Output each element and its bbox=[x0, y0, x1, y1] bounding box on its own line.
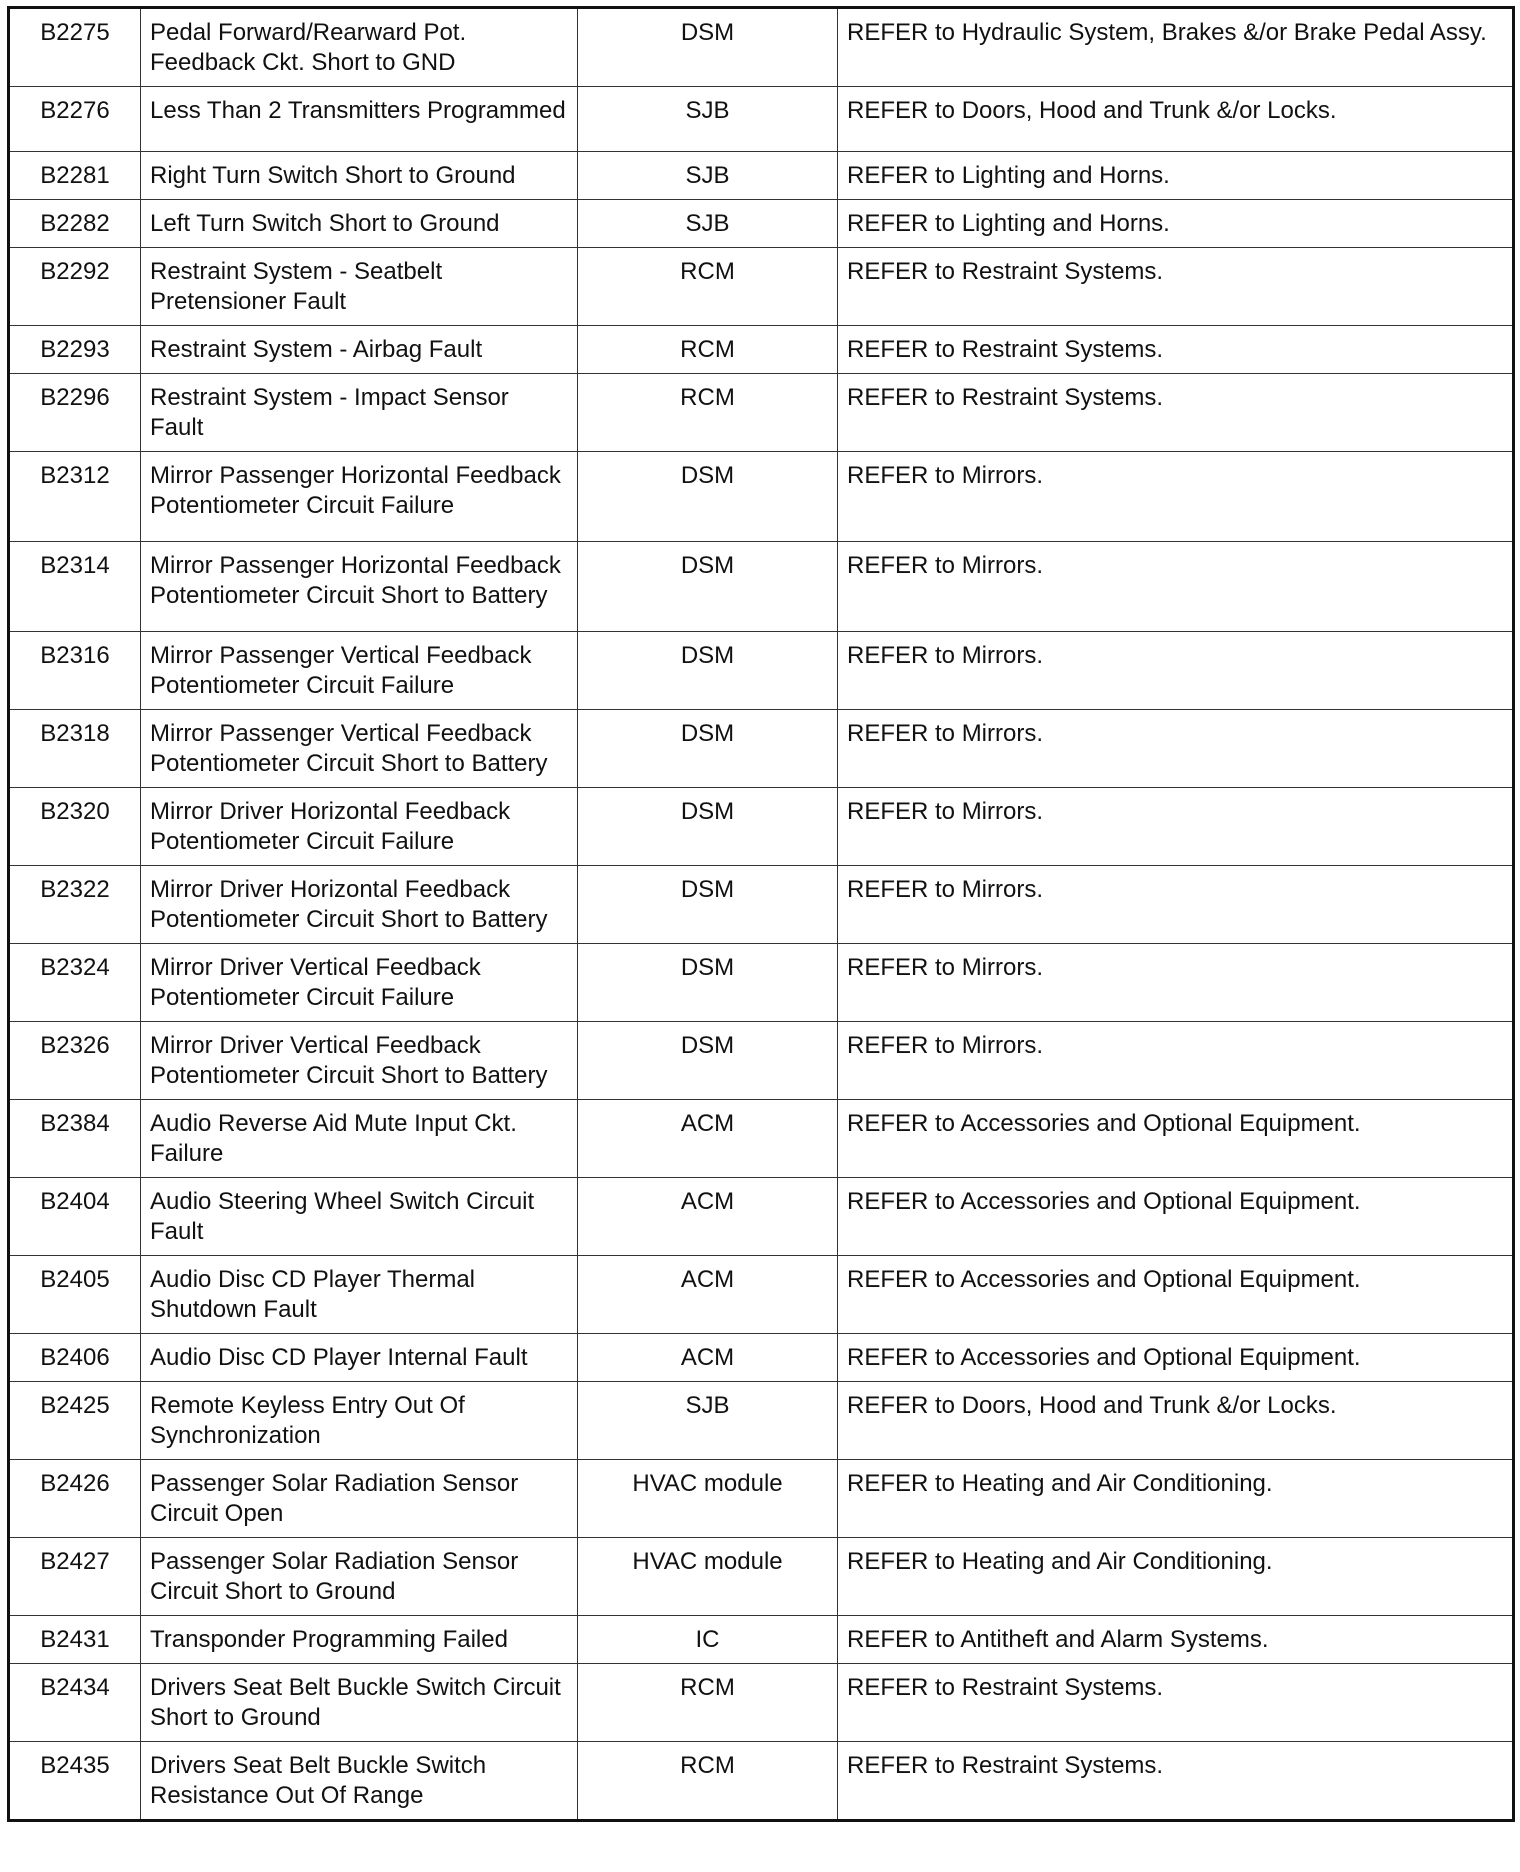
dtc-module: ACM bbox=[578, 1100, 838, 1178]
dtc-module: DSM bbox=[578, 944, 838, 1022]
dtc-module: DSM bbox=[578, 542, 838, 632]
dtc-description: Audio Steering Wheel Switch Circuit Fault bbox=[141, 1178, 578, 1256]
dtc-description: Restraint System - Impact Sensor Fault bbox=[141, 374, 578, 452]
dtc-module: RCM bbox=[578, 326, 838, 374]
table-row bbox=[9, 1664, 1514, 1742]
dtc-module: HVAC module bbox=[578, 1460, 838, 1538]
dtc-module: RCM bbox=[578, 1664, 838, 1742]
dtc-description: Mirror Passenger Horizontal Feedback Potentiometer Circuit Short to Battery bbox=[141, 542, 578, 632]
dtc-description: Pedal Forward/Rearward Pot. Feedback Ckt. Short to GND bbox=[141, 8, 578, 87]
table-row bbox=[9, 1178, 1514, 1256]
dtc-module: ACM bbox=[578, 1178, 838, 1256]
table-row bbox=[9, 326, 1514, 374]
dtc-description: Audio Disc CD Player Internal Fault bbox=[141, 1334, 578, 1382]
dtc-action: REFER to Heating and Air Conditioning. bbox=[838, 1460, 1514, 1538]
table-row bbox=[9, 1382, 1514, 1460]
table-row bbox=[9, 1256, 1514, 1334]
dtc-action: REFER to Lighting and Horns. bbox=[838, 152, 1514, 200]
dtc-action: REFER to Antitheft and Alarm Systems. bbox=[838, 1616, 1514, 1664]
dtc-action: REFER to Lighting and Horns. bbox=[838, 200, 1514, 248]
dtc-description: Drivers Seat Belt Buckle Switch Circuit Short to Ground bbox=[141, 1664, 578, 1742]
dtc-description: Transponder Programming Failed bbox=[141, 1616, 578, 1664]
dtc-code: B2292 bbox=[9, 248, 141, 326]
table-row bbox=[9, 1100, 1514, 1178]
table-row bbox=[9, 866, 1514, 944]
dtc-module: HVAC module bbox=[578, 1538, 838, 1616]
dtc-action: REFER to Mirrors. bbox=[838, 788, 1514, 866]
dtc-code: B2326 bbox=[9, 1022, 141, 1100]
dtc-description: Passenger Solar Radiation Sensor Circuit Open bbox=[141, 1460, 578, 1538]
dtc-action: REFER to Restraint Systems. bbox=[838, 326, 1514, 374]
dtc-code: B2324 bbox=[9, 944, 141, 1022]
table-row bbox=[9, 1616, 1514, 1664]
table-row bbox=[9, 8, 1514, 87]
dtc-action: REFER to Accessories and Optional Equipment. bbox=[838, 1334, 1514, 1382]
dtc-description: Mirror Driver Vertical Feedback Potentiometer Circuit Failure bbox=[141, 944, 578, 1022]
dtc-code: B2275 bbox=[9, 8, 141, 87]
dtc-action: REFER to Restraint Systems. bbox=[838, 1742, 1514, 1821]
dtc-action: REFER to Accessories and Optional Equipment. bbox=[838, 1100, 1514, 1178]
dtc-action: REFER to Restraint Systems. bbox=[838, 1664, 1514, 1742]
dtc-action: REFER to Mirrors. bbox=[838, 542, 1514, 632]
dtc-code: B2431 bbox=[9, 1616, 141, 1664]
dtc-module: SJB bbox=[578, 200, 838, 248]
table-row bbox=[9, 452, 1514, 542]
dtc-action: REFER to Mirrors. bbox=[838, 866, 1514, 944]
dtc-code: B2316 bbox=[9, 632, 141, 710]
table-row bbox=[9, 710, 1514, 788]
table-row bbox=[9, 152, 1514, 200]
table-row bbox=[9, 944, 1514, 1022]
table-row bbox=[9, 1742, 1514, 1821]
dtc-table bbox=[7, 6, 1515, 1822]
dtc-description: Mirror Driver Horizontal Feedback Potentiometer Circuit Failure bbox=[141, 788, 578, 866]
dtc-description: Audio Reverse Aid Mute Input Ckt. Failure bbox=[141, 1100, 578, 1178]
dtc-module: DSM bbox=[578, 788, 838, 866]
dtc-description: Left Turn Switch Short to Ground bbox=[141, 200, 578, 248]
table-row bbox=[9, 87, 1514, 152]
table-row bbox=[9, 632, 1514, 710]
dtc-code: B2293 bbox=[9, 326, 141, 374]
dtc-code: B2384 bbox=[9, 1100, 141, 1178]
dtc-action: REFER to Mirrors. bbox=[838, 632, 1514, 710]
dtc-module: RCM bbox=[578, 374, 838, 452]
dtc-description: Mirror Driver Horizontal Feedback Potentiometer Circuit Short to Battery bbox=[141, 866, 578, 944]
dtc-code: B2434 bbox=[9, 1664, 141, 1742]
dtc-code: B2318 bbox=[9, 710, 141, 788]
dtc-description: Right Turn Switch Short to Ground bbox=[141, 152, 578, 200]
dtc-description: Mirror Driver Vertical Feedback Potentiometer Circuit Short to Battery bbox=[141, 1022, 578, 1100]
dtc-code: B2312 bbox=[9, 452, 141, 542]
dtc-code: B2406 bbox=[9, 1334, 141, 1382]
dtc-action: REFER to Mirrors. bbox=[838, 710, 1514, 788]
dtc-action: REFER to Accessories and Optional Equipment. bbox=[838, 1178, 1514, 1256]
dtc-code: B2282 bbox=[9, 200, 141, 248]
dtc-description: Restraint System - Airbag Fault bbox=[141, 326, 578, 374]
dtc-code: B2281 bbox=[9, 152, 141, 200]
table-row bbox=[9, 1334, 1514, 1382]
dtc-description: Mirror Passenger Vertical Feedback Potentiometer Circuit Failure bbox=[141, 632, 578, 710]
dtc-module: DSM bbox=[578, 1022, 838, 1100]
table-row bbox=[9, 1460, 1514, 1538]
dtc-module: IC bbox=[578, 1616, 838, 1664]
dtc-code: B2276 bbox=[9, 87, 141, 152]
dtc-action: REFER to Doors, Hood and Trunk &/or Locks. bbox=[838, 87, 1514, 152]
dtc-module: RCM bbox=[578, 1742, 838, 1821]
dtc-module: DSM bbox=[578, 866, 838, 944]
dtc-description: Less Than 2 Transmitters Programmed bbox=[141, 87, 578, 152]
dtc-action: REFER to Mirrors. bbox=[838, 1022, 1514, 1100]
table-row bbox=[9, 542, 1514, 632]
dtc-description: Remote Keyless Entry Out Of Synchronization bbox=[141, 1382, 578, 1460]
dtc-module: DSM bbox=[578, 710, 838, 788]
dtc-module: RCM bbox=[578, 248, 838, 326]
dtc-code: B2426 bbox=[9, 1460, 141, 1538]
dtc-module: ACM bbox=[578, 1256, 838, 1334]
dtc-module: SJB bbox=[578, 87, 838, 152]
dtc-description: Drivers Seat Belt Buckle Switch Resistance Out Of Range bbox=[141, 1742, 578, 1821]
dtc-code: B2320 bbox=[9, 788, 141, 866]
table-row bbox=[9, 788, 1514, 866]
dtc-action: REFER to Accessories and Optional Equipment. bbox=[838, 1256, 1514, 1334]
dtc-code: B2435 bbox=[9, 1742, 141, 1821]
dtc-module: ACM bbox=[578, 1334, 838, 1382]
dtc-description: Mirror Passenger Vertical Feedback Potentiometer Circuit Short to Battery bbox=[141, 710, 578, 788]
dtc-code: B2322 bbox=[9, 866, 141, 944]
dtc-action: REFER to Restraint Systems. bbox=[838, 248, 1514, 326]
dtc-description: Passenger Solar Radiation Sensor Circuit Short to Ground bbox=[141, 1538, 578, 1616]
dtc-code: B2425 bbox=[9, 1382, 141, 1460]
table-row bbox=[9, 200, 1514, 248]
table-row bbox=[9, 1538, 1514, 1616]
dtc-code: B2314 bbox=[9, 542, 141, 632]
table-row bbox=[9, 248, 1514, 326]
dtc-code: B2405 bbox=[9, 1256, 141, 1334]
dtc-description: Mirror Passenger Horizontal Feedback Potentiometer Circuit Failure bbox=[141, 452, 578, 542]
dtc-action: REFER to Hydraulic System, Brakes &/or Brake Pedal Assy. bbox=[838, 8, 1514, 87]
dtc-description: Restraint System - Seatbelt Pretensioner Fault bbox=[141, 248, 578, 326]
dtc-module: DSM bbox=[578, 452, 838, 542]
dtc-code: B2404 bbox=[9, 1178, 141, 1256]
dtc-action: REFER to Mirrors. bbox=[838, 944, 1514, 1022]
dtc-module: DSM bbox=[578, 8, 838, 87]
dtc-action: REFER to Heating and Air Conditioning. bbox=[838, 1538, 1514, 1616]
dtc-description: Audio Disc CD Player Thermal Shutdown Fault bbox=[141, 1256, 578, 1334]
dtc-code: B2427 bbox=[9, 1538, 141, 1616]
dtc-action: REFER to Doors, Hood and Trunk &/or Locks. bbox=[838, 1382, 1514, 1460]
dtc-action: REFER to Mirrors. bbox=[838, 452, 1514, 542]
dtc-module: SJB bbox=[578, 152, 838, 200]
dtc-module: DSM bbox=[578, 632, 838, 710]
dtc-module: SJB bbox=[578, 1382, 838, 1460]
dtc-code: B2296 bbox=[9, 374, 141, 452]
dtc-action: REFER to Restraint Systems. bbox=[838, 374, 1514, 452]
table-row bbox=[9, 1022, 1514, 1100]
table-row bbox=[9, 374, 1514, 452]
